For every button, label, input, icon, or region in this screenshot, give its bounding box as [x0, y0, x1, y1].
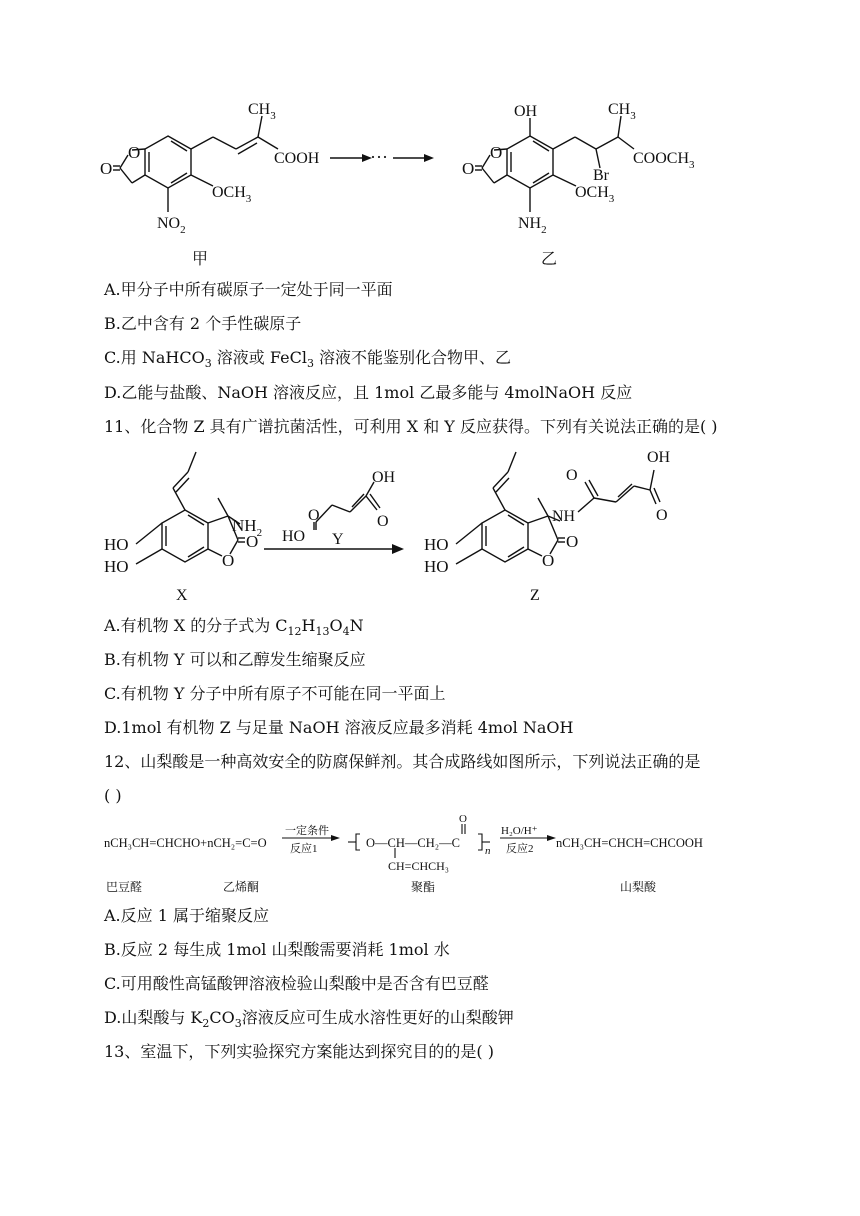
arrow-dots: ··· [370, 147, 388, 167]
z-acid-o: O [656, 507, 668, 524]
q12-scheme [0, 810, 860, 898]
z-amide-o: O [566, 467, 578, 484]
yi-br: Br [593, 167, 609, 184]
x-ho-top: HO [104, 535, 129, 554]
q12-scheme-svg [0, 810, 860, 898]
yi-carbonyl-o: O [462, 159, 475, 178]
yi-ring-o: O [490, 143, 503, 162]
q12-polymer-o: O [459, 813, 467, 825]
q12-stem-line2: ( ) [104, 786, 122, 805]
q10-option-a: A.甲分子中所有碳原子一定处于同一平面 [104, 280, 393, 299]
q12-cond1-top: 一定条件 [285, 825, 329, 837]
q12-option-d: D.山梨酸与 $K_2CO_3$溶液反应可生成水溶性更好的山梨酸钾 [104, 1008, 514, 1031]
q10-option-c: C.用 NaHCO$_3$ 溶液或 FeCl$_3$ 溶液不能鉴别化合物甲、乙 [104, 348, 512, 371]
z-ring-o: O [542, 551, 555, 570]
q12-option-b: B.反应 2 每生成 1mol 山梨酸需要消耗 1mol 水 [104, 940, 450, 959]
yi-benzene-ring [507, 136, 553, 188]
y-o-left: O [308, 507, 320, 524]
q12-cond2-top: H₂O/H⁺ [501, 825, 538, 837]
q12-polymer-branch: CH=CHCH₃ [388, 859, 449, 873]
z-benzene-ring [482, 510, 528, 562]
caption-y: Y [332, 531, 344, 548]
y-oh: OH [372, 469, 396, 486]
jia-ch3: $CH_3$ [248, 101, 276, 122]
caption-jia: 甲 [192, 251, 209, 268]
x-benzene-ring [162, 510, 208, 562]
z-nh: NH [552, 508, 576, 525]
y-o: O [377, 513, 389, 530]
q11-option-d: D.1mol 有机物 Z 与足量 NaOH 溶液反应最多消耗 4mol NaOH [104, 718, 574, 737]
q12-stem-line1: 12、山梨酸是一种高效安全的防腐保鲜剂。其合成路线如图所示，下列说法正确的是 [104, 752, 701, 771]
arrow-head-2 [424, 154, 434, 162]
q13-stem: 13、室温下，下列实验探究方案能达到探究目的的是( ) [104, 1042, 494, 1061]
jia-carbonyl-o: O [100, 159, 113, 178]
q12-polymer-main: O—CH—CH₂—C [366, 836, 460, 850]
yi-ch3: $CH_3$ [608, 101, 636, 122]
yi-cooch3: $COOCH_3$ [633, 150, 695, 171]
q10-reaction-svg [0, 92, 860, 272]
q12-cond2-bottom: 反应2 [506, 843, 534, 855]
q12-product: nCH₃CH=CHCH=CHCOOH [556, 836, 703, 850]
q12-label-ketene: 乙烯酮 [223, 880, 260, 894]
q12-polymer-n: n [485, 845, 491, 857]
x-ring-o: O [222, 551, 235, 570]
caption-x: X [176, 587, 188, 604]
yi-och3: $OCH_3$ [575, 184, 615, 205]
z-oh: OH [647, 449, 671, 466]
q12-option-c: C.可用酸性高锰酸钾溶液检验山梨酸中是否含有巴豆醛 [104, 974, 489, 993]
q11-option-a: A.有机物 X 的分子式为 $C_{12}H_{13}O_4N$ [104, 616, 364, 639]
jia-cooh: COOH [274, 150, 320, 167]
q11-option-b: B.有机物 Y 可以和乙醇发生缩聚反应 [104, 650, 366, 669]
q12-option-a: A.反应 1 属于缩聚反应 [104, 906, 269, 925]
jia-ring-o: O [128, 143, 141, 162]
caption-z: Z [530, 587, 540, 604]
z-ho-top: HO [424, 535, 449, 554]
x-ho-bottom: HO [104, 557, 129, 576]
q12-arrow1-head [331, 835, 340, 841]
q10-option-b: B.乙中含有 2 个手性碳原子 [104, 314, 302, 333]
y-ho: HO [282, 528, 306, 545]
yi-oh: OH [514, 103, 538, 120]
q12-arrow2-head [547, 835, 556, 841]
q11-reaction-svg [0, 440, 860, 610]
q12-label-sorbic: 山梨酸 [620, 880, 657, 894]
q12-cond1-bottom: 反应1 [290, 843, 318, 855]
jia-och3: $OCH_3$ [212, 184, 252, 205]
yi-nh2: $NH_2$ [518, 215, 547, 236]
q12-label-polyester: 聚酯 [411, 880, 436, 894]
x-nh2: $NH_2$ [232, 516, 263, 539]
q12-label-crotonaldehyde: 巴豆醛 [106, 880, 143, 894]
q11-option-c: C.有机物 Y 分子中所有原子不可能在同一平面上 [104, 684, 446, 703]
q10-option-d: D.乙能与盐酸、NaOH 溶液反应，且 1mol 乙最多能与 4molNaOH 反应 [104, 383, 633, 402]
q12-reactants: nCH₃CH=CHCHO+nCH₂=C=O [104, 836, 267, 850]
z-ho-bottom: HO [424, 557, 449, 576]
jia-benzene-ring [145, 136, 191, 188]
caption-yi: 乙 [541, 251, 558, 268]
x-carbonyl-o: O [246, 532, 259, 551]
q10-reaction-figure [0, 92, 860, 272]
q11-stem: 11、化合物 Z 具有广谱抗菌活性，可利用 X 和 Y 反应获得。下列有关说法正确的是( ) [104, 417, 718, 436]
jia-no2: $NO_2$ [157, 215, 186, 236]
x-to-z-arrow-head [392, 544, 404, 554]
z-carbonyl-o: O [566, 532, 579, 551]
q11-reaction-figure [0, 440, 860, 610]
